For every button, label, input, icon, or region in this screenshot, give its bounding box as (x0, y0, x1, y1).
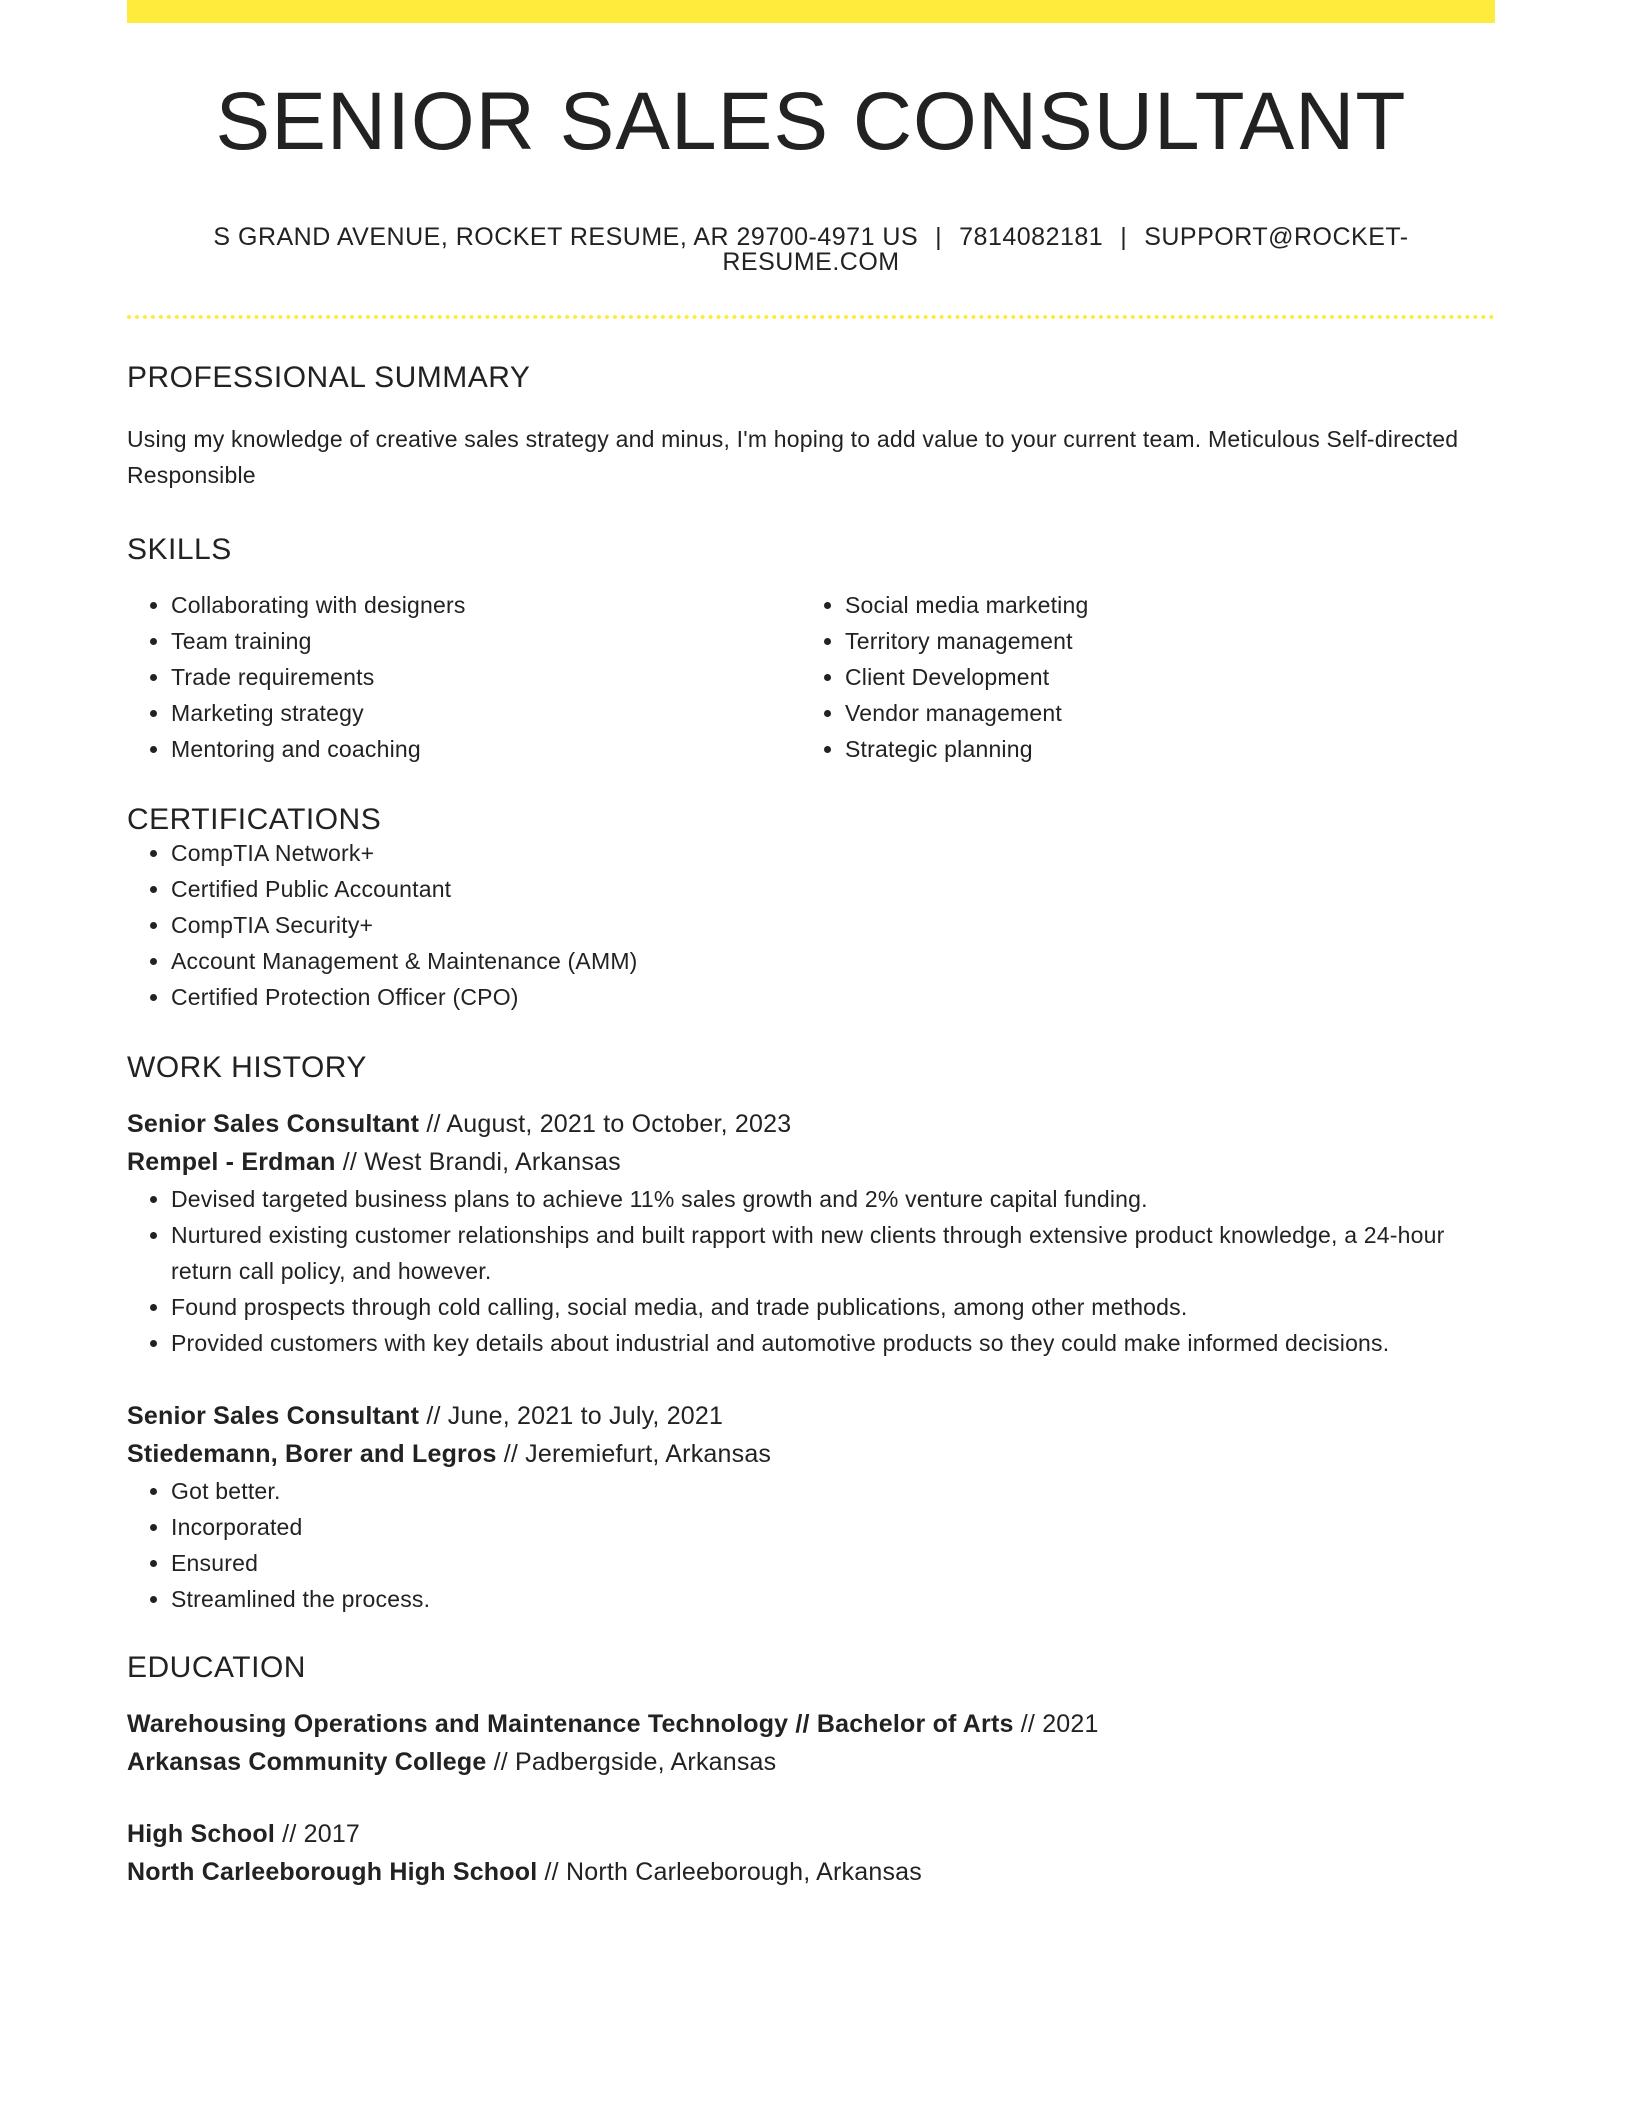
education-degree: High School (127, 1820, 276, 1848)
skill-item: • Trade requirements (171, 659, 801, 695)
education-location: // North Carleeborough, Arkansas (537, 1858, 922, 1886)
certification-item: • CompTIA Network+ (171, 835, 1495, 871)
job-title-line (127, 1105, 1495, 1143)
skill-item: • Strategic planning (845, 731, 1475, 767)
education-entry (127, 1815, 1495, 1891)
job-company: Rempel - Erdman (127, 1148, 336, 1176)
education-degree: Warehousing Operations and Maintenance Technology // Bachelor of Arts (127, 1710, 1014, 1738)
job-title-line (127, 1397, 1495, 1435)
certification-item: • Certified Protection Officer (CPO) (171, 979, 1495, 1015)
skill-item: • Team training (171, 623, 801, 659)
summary-text: Using my knowledge of creative sales strategy and minus, I'm hoping to add value to your current team. Meticulous Self-directed Responsible (127, 426, 1459, 488)
job-title: Senior Sales Consultant (127, 1402, 420, 1430)
certification-item: • Certified Public Accountant (171, 871, 1495, 907)
job-bullets (127, 1473, 1495, 1617)
job-title: Senior Sales Consultant (127, 1110, 420, 1138)
job-company-line (127, 1435, 1495, 1473)
skill-item: • Client Development (845, 659, 1475, 695)
dotted-divider (127, 315, 1495, 319)
summary-heading: PROFESSIONAL SUMMARY (127, 361, 531, 394)
certifications-heading: CERTIFICATIONS (127, 803, 382, 836)
skill-item: • Marketing strategy (171, 695, 801, 731)
skills-column-right (801, 587, 1475, 767)
job-bullet: • Found prospects through cold calling, social media, and trade publications, among other methods. (171, 1289, 1495, 1325)
job-bullet: • Incorporated (171, 1509, 1495, 1545)
contact-address: S GRAND AVENUE, ROCKET RESUME, AR 29700-4971 US (213, 223, 919, 251)
job-entry (127, 1397, 1495, 1617)
certification-item: • CompTIA Security+ (171, 907, 1495, 943)
job-location: // West Brandi, Arkansas (335, 1148, 621, 1176)
skills-grid (127, 587, 1495, 767)
education-school: North Carleeborough High School (127, 1858, 538, 1886)
education-school: Arkansas Community College (127, 1748, 487, 1776)
education-entry (127, 1705, 1495, 1781)
contact-line (127, 225, 1495, 275)
education-degree-line (127, 1815, 1495, 1853)
job-entry (127, 1105, 1495, 1361)
job-location: // Jeremiefurt, Arkansas (496, 1440, 772, 1468)
education-year: // 2021 (1013, 1710, 1099, 1738)
skill-item: • Territory management (845, 623, 1475, 659)
accent-bar (127, 0, 1495, 23)
job-company-line (127, 1143, 1495, 1181)
education-school-line (127, 1743, 1495, 1781)
certifications-list (127, 835, 1495, 1015)
skill-item: • Collaborating with designers (171, 587, 801, 623)
education-year: // 2017 (275, 1820, 361, 1848)
job-bullet: • Got better. (171, 1473, 1495, 1509)
education-location: // Padbergside, Arkansas (486, 1748, 777, 1776)
job-bullet: • Devised targeted business plans to achieve 11% sales growth and 2% venture capital funding. (171, 1181, 1495, 1217)
skills-column-left (127, 587, 801, 767)
skill-item: • Vendor management (845, 695, 1475, 731)
work-history-heading: WORK HISTORY (127, 1051, 367, 1084)
skill-item: • Social media marketing (845, 587, 1475, 623)
job-bullet: • Ensured (171, 1545, 1495, 1581)
education-school-line (127, 1853, 1495, 1891)
contact-separator: | (935, 223, 943, 251)
skill-item: • Mentoring and coaching (171, 731, 801, 767)
job-bullet: • Streamlined the process. (171, 1581, 1495, 1617)
job-bullet: • Nurtured existing customer relationships and built rapport with new clients through extensive product knowledge, a 24-hour return call policy, and however. (171, 1217, 1495, 1289)
skills-heading: SKILLS (127, 533, 232, 566)
education-heading: EDUCATION (127, 1651, 306, 1684)
job-dates: // June, 2021 to July, 2021 (419, 1402, 724, 1430)
contact-phone: 7814082181 (959, 223, 1104, 251)
contact-separator: | (1120, 223, 1128, 251)
job-dates: // August, 2021 to October, 2023 (419, 1110, 792, 1138)
resume-page (127, 0, 1495, 1891)
job-bullets (127, 1181, 1495, 1361)
education-degree-line (127, 1705, 1495, 1743)
job-company: Stiedemann, Borer and Legros (127, 1440, 497, 1468)
job-bullet: • Provided customers with key details about industrial and automotive products so they could make informed decisions. (171, 1325, 1495, 1361)
contact-email: SUPPORT@ROCKET-RESUME.COM (722, 223, 1409, 276)
certification-item: • Account Management & Maintenance (AMM) (171, 943, 1495, 979)
resume-title: SENIOR SALES CONSULTANT (215, 76, 1407, 167)
